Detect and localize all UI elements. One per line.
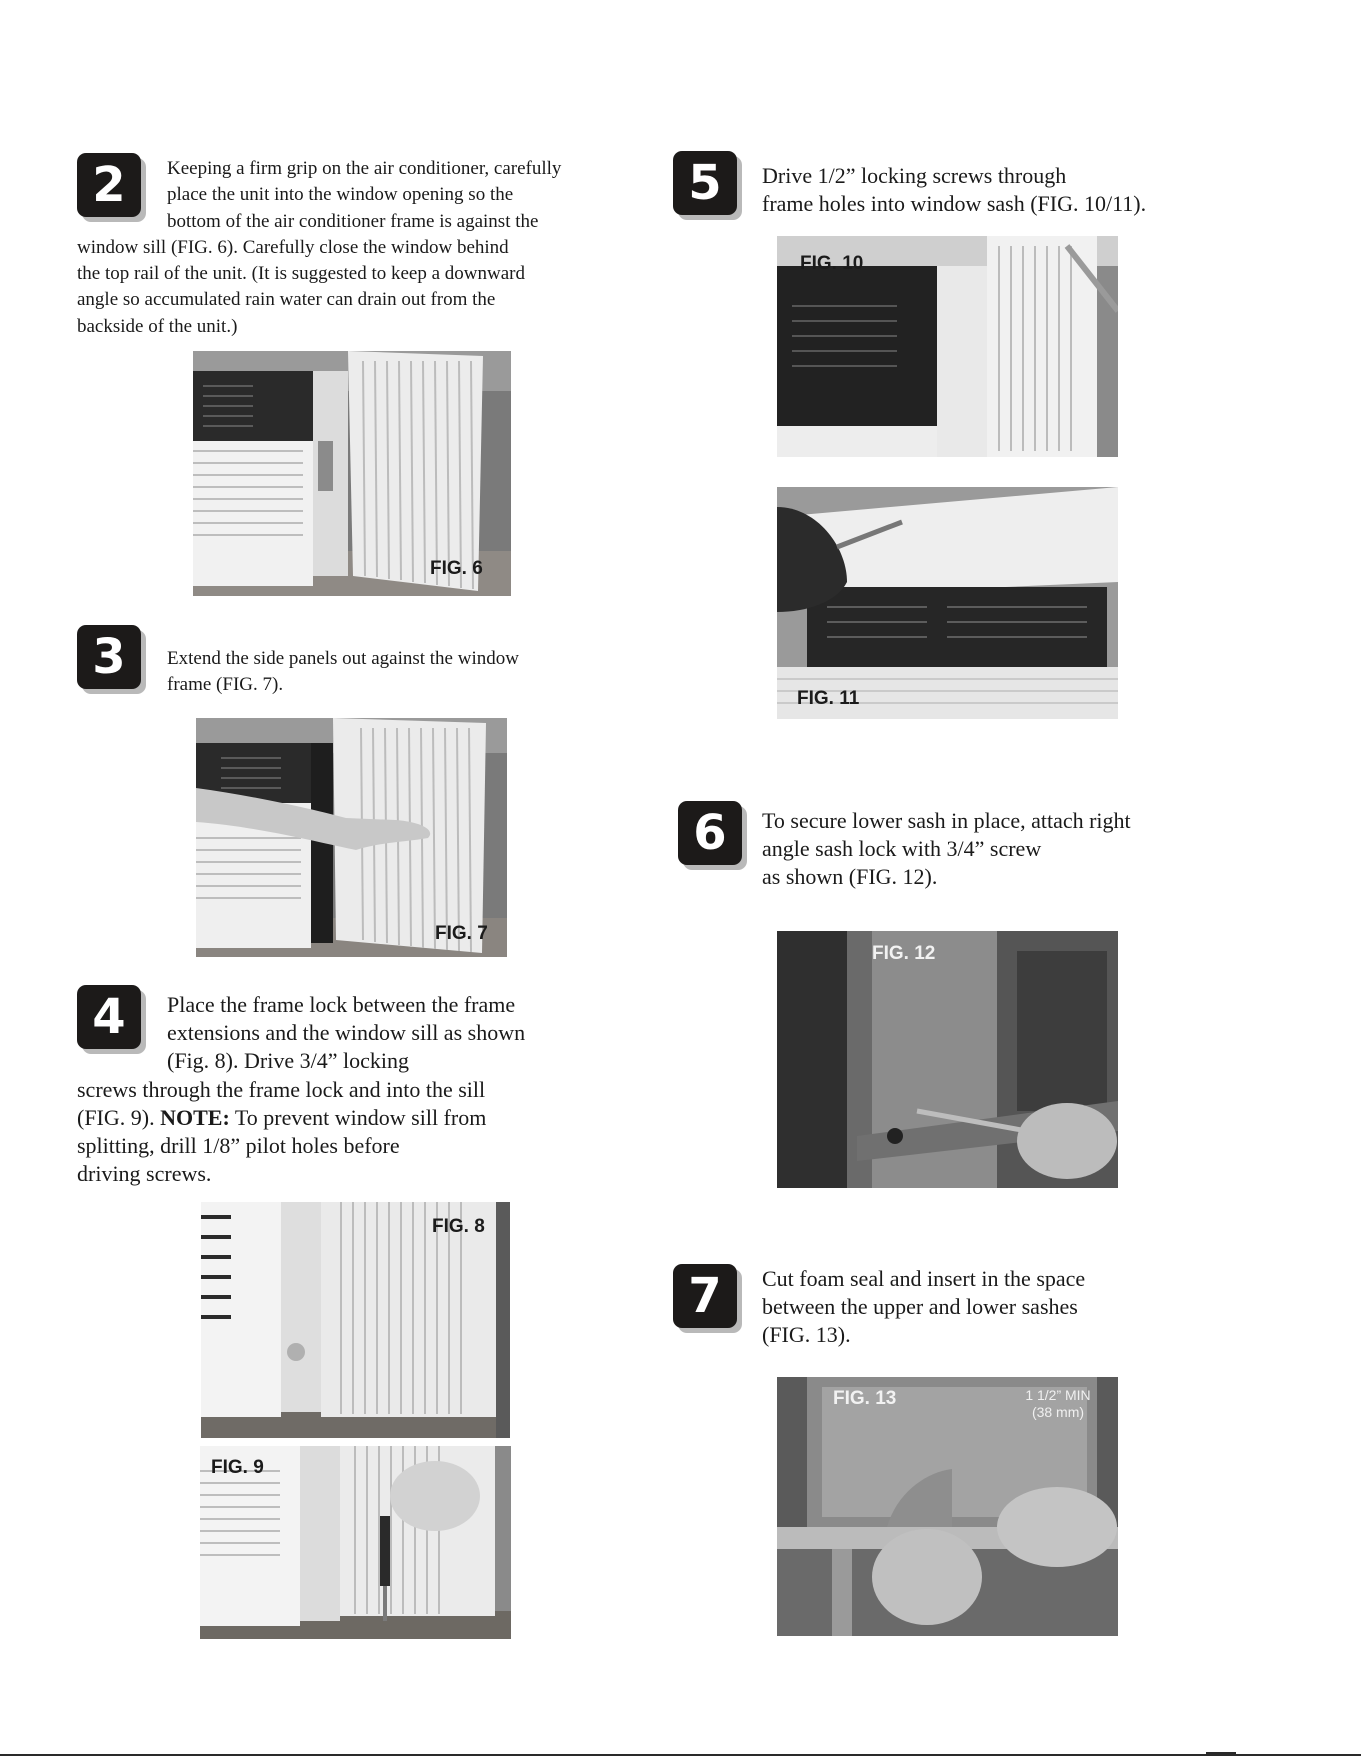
text-line: (FIG. 13).: [762, 1322, 851, 1348]
page-corner-mark: [1206, 1752, 1236, 1755]
step-2-badge: 2: [77, 153, 141, 217]
dimension-label: 1 1/2” MIN: [1025, 1387, 1091, 1403]
step-4-badge: 4: [77, 985, 141, 1049]
fig-9-label: FIG. 9: [211, 1457, 264, 1478]
text-line: extensions and the window sill as shown: [167, 1020, 526, 1046]
fig-7-photo: [196, 718, 507, 957]
fig-12-label: FIG. 12: [872, 943, 936, 964]
text-line: splitting, drill 1/8” pilot holes before: [77, 1133, 400, 1159]
text-line: as shown (FIG. 12).: [762, 864, 938, 890]
text-line: Place the frame lock between the frame: [167, 992, 516, 1017]
text-line: Keeping a firm grip on the air conditioner, carefully: [167, 158, 562, 179]
step-4-text: [77, 991, 637, 1188]
step-6-text: [762, 807, 1322, 892]
fig-12-photo: [777, 931, 1118, 1188]
text-line: window sill (FIG. 6). Carefully close the window behind: [77, 236, 509, 258]
step-5-text: [762, 162, 1322, 218]
dimension-metric: (38 mm): [1031, 1404, 1085, 1420]
fig-10-label: FIG. 10: [800, 253, 864, 274]
fig-13-dimension-note: [1010, 1387, 1106, 1421]
text-line: angle so accumulated rain water can drain out from the: [77, 289, 496, 311]
text-line: the top rail of the unit. (It is suggested to keep a downward: [77, 263, 525, 285]
text-line: screws through the frame lock and into the sill: [77, 1076, 486, 1102]
text-line: backside of the unit.): [77, 315, 238, 337]
text-fragment: To prevent window sill from: [229, 1104, 487, 1130]
text-line: angle sash lock with 3/4” screw: [762, 836, 1042, 862]
fig-7-label: FIG. 7: [435, 923, 488, 944]
text-line: Cut foam seal and insert in the space: [762, 1266, 1086, 1291]
text-line: driving screws.: [77, 1161, 212, 1187]
step-6-badge: 6: [678, 801, 742, 865]
note-label: NOTE:: [160, 1104, 230, 1130]
text-line: between the upper and lower sashes: [762, 1294, 1078, 1320]
text-line: [77, 1104, 637, 1132]
step-2-text: [77, 156, 637, 340]
text-line: To secure lower sash in place, attach right: [762, 808, 1131, 833]
text-line: Drive 1/2” locking screws through: [762, 163, 1067, 188]
text-line: frame (FIG. 7).: [167, 674, 284, 696]
page-bottom-rule: [0, 1754, 1361, 1756]
step-5-badge: 5: [673, 151, 737, 215]
fig-11-label: FIG. 11: [797, 688, 860, 709]
step-7-badge: 7: [673, 1264, 737, 1328]
step-3-badge: 3: [77, 625, 141, 689]
text-line: Extend the side panels out against the window: [167, 648, 519, 669]
step-3-text: [167, 646, 627, 699]
fig-6-label: FIG. 6: [430, 558, 483, 579]
text-line: frame holes into window sash (FIG. 10/11).: [762, 191, 1147, 217]
text-line: (Fig. 8). Drive 3/4” locking: [167, 1048, 409, 1074]
text-line: place the unit into the window opening so the: [167, 184, 514, 206]
text-line: bottom of the air conditioner frame is against the: [167, 210, 539, 232]
fig-8-label: FIG. 8: [432, 1216, 485, 1237]
text-fragment: (FIG. 9).: [77, 1104, 161, 1130]
fig-13-label: FIG. 13: [833, 1388, 897, 1409]
step-7-text: [762, 1265, 1322, 1350]
fig-11-photo: [777, 487, 1118, 719]
